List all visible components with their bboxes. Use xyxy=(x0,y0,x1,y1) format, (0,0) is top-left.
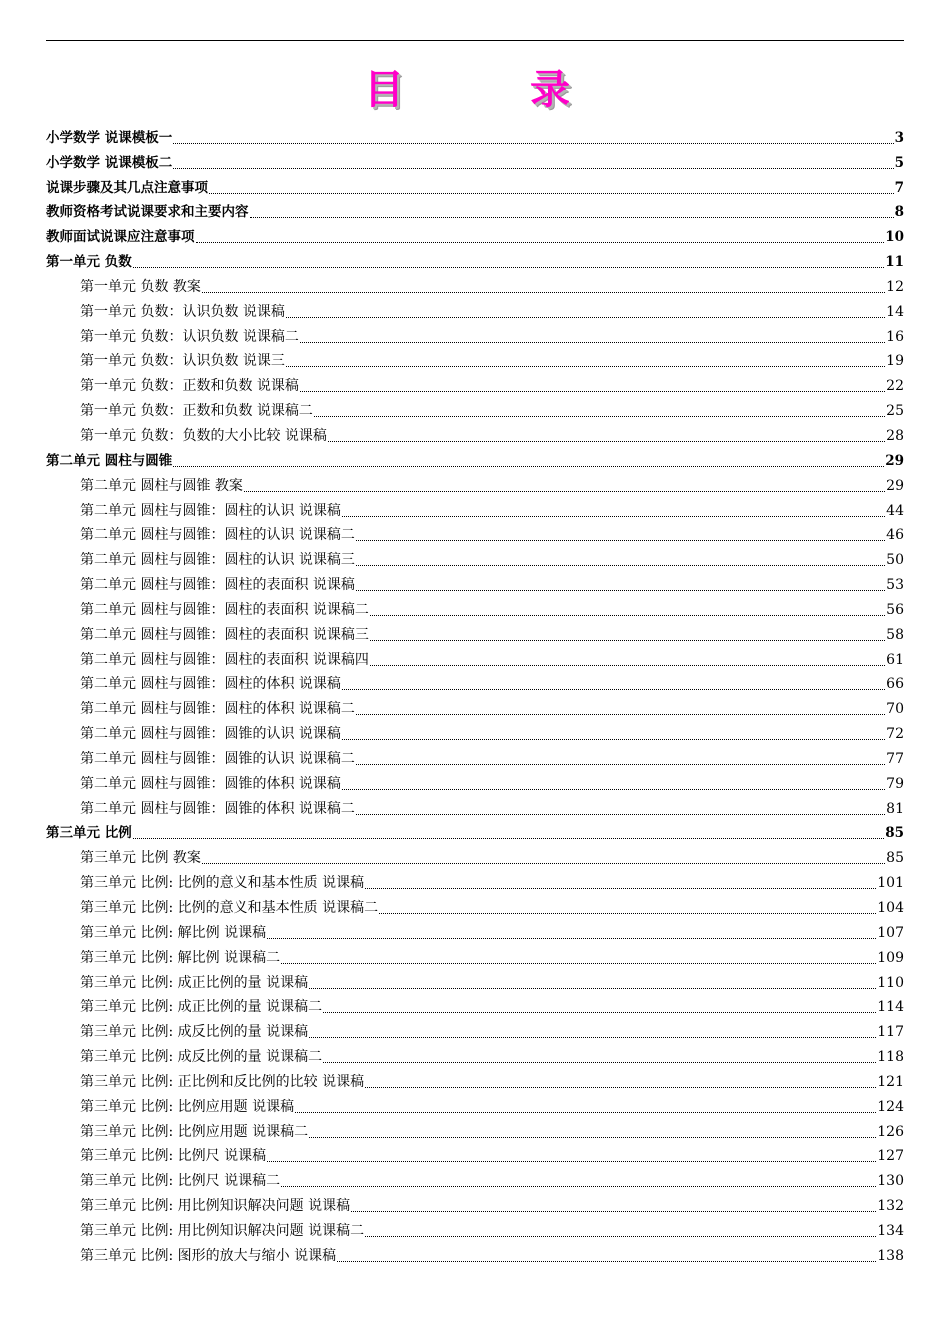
toc-entry-label: 第一单元 负数：认识负数 说课稿 xyxy=(80,303,285,320)
toc-dot-leader xyxy=(356,536,885,541)
toc-entry-label: 第一单元 负数：认识负数 说课稿二 xyxy=(80,328,299,345)
toc-entry-chapter[interactable] xyxy=(46,122,904,147)
toc-dot-leader xyxy=(202,288,885,293)
toc-page-number: 56 xyxy=(886,601,904,618)
toc-entry-section[interactable] xyxy=(46,768,904,793)
toc-page-number: 11 xyxy=(885,254,904,271)
toc-dot-leader xyxy=(328,437,885,442)
toc-entry-chapter[interactable] xyxy=(46,221,904,246)
toc-entry-section[interactable] xyxy=(46,1116,904,1141)
toc-dot-leader xyxy=(267,1157,876,1162)
toc-entry-section[interactable] xyxy=(46,569,904,594)
toc-entry-section[interactable] xyxy=(46,743,904,768)
toc-entry-label: 第一单元 负数 教案 xyxy=(80,278,201,295)
toc-entry-label: 第三单元 比例 xyxy=(46,825,132,842)
toc-entry-label: 第一单元 负数：认识负数 说课三 xyxy=(80,353,285,370)
toc-page-number: 22 xyxy=(886,378,904,395)
toc-entry-label: 第三单元 比例: 比例尺 说课稿 xyxy=(80,1148,267,1165)
toc-entry-label: 第三单元 比例: 用比例知识解决问题 说课稿 xyxy=(80,1198,351,1215)
toc-entry-label: 第三单元 比例: 比例应用题 说课稿 xyxy=(80,1098,295,1115)
toc-page-number: 132 xyxy=(877,1198,904,1215)
toc-page-number: 114 xyxy=(877,999,904,1016)
toc-page-number: 109 xyxy=(877,949,904,966)
toc-dot-leader xyxy=(342,785,885,790)
toc-entry-section[interactable] xyxy=(46,346,904,371)
toc-dot-leader xyxy=(286,313,885,318)
toc-entry-label: 第二单元 圆柱与圆锥：圆柱的认识 说课稿三 xyxy=(80,552,355,569)
toc-dot-leader xyxy=(300,338,885,343)
toc-page-number: 5 xyxy=(894,154,904,171)
toc-entry-label: 第三单元 比例: 解比例 说课稿二 xyxy=(80,949,281,966)
toc-entry-label: 第二单元 圆柱与圆锥：圆锥的体积 说课稿 xyxy=(80,775,341,792)
toc-entry-section[interactable] xyxy=(46,395,904,420)
toc-entry-section[interactable] xyxy=(46,1041,904,1066)
toc-page-number: 77 xyxy=(886,750,904,767)
toc-dot-leader xyxy=(300,387,885,392)
toc-dot-leader xyxy=(379,909,876,914)
toc-dot-leader xyxy=(314,412,885,417)
toc-entry-chapter[interactable] xyxy=(46,172,904,197)
toc-entry-section[interactable] xyxy=(46,1091,904,1116)
toc-dot-leader xyxy=(370,611,885,616)
toc-page-number: 29 xyxy=(885,452,904,469)
toc-page-number: 127 xyxy=(877,1148,904,1165)
toc-dot-leader xyxy=(281,1182,876,1187)
toc-entry-section[interactable] xyxy=(46,669,904,694)
toc-entry-label: 第一单元 负数：正数和负数 说课稿 xyxy=(80,378,299,395)
toc-dot-leader xyxy=(323,1008,876,1013)
toc-entry-label: 第一单元 负数：正数和负数 说课稿二 xyxy=(80,403,313,420)
toc-entry-section[interactable] xyxy=(46,1240,904,1265)
toc-entry-label: 第三单元 比例 教案 xyxy=(80,850,201,867)
toc-entry-section[interactable] xyxy=(46,420,904,445)
toc-entry-label: 小学数学 说课模板二 xyxy=(46,154,173,171)
toc-dot-leader xyxy=(365,1232,876,1237)
toc-entry-section[interactable] xyxy=(46,321,904,346)
toc-entry-section[interactable] xyxy=(46,495,904,520)
toc-page-number: 134 xyxy=(877,1222,904,1239)
toc-entry-section[interactable] xyxy=(46,942,904,967)
toc-dot-leader xyxy=(370,636,885,641)
toc-entry-chapter[interactable] xyxy=(46,147,904,172)
toc-page-number: 85 xyxy=(885,825,904,842)
toc-page-number: 53 xyxy=(886,577,904,594)
toc-entry-label: 第二单元 圆柱与圆锥：圆柱的认识 说课稿 xyxy=(80,502,341,519)
toc-page-number: 44 xyxy=(886,502,904,519)
toc-entry-label: 第三单元 比例: 比例的意义和基本性质 说课稿 xyxy=(80,875,365,892)
toc-dot-leader xyxy=(173,139,893,144)
toc-dot-leader xyxy=(173,462,884,467)
toc-dot-leader xyxy=(342,735,885,740)
toc-dot-leader xyxy=(356,561,885,566)
toc-dot-leader xyxy=(196,238,885,243)
toc-entry-section[interactable] xyxy=(46,296,904,321)
toc-dot-leader xyxy=(356,760,885,765)
toc-dot-leader xyxy=(323,1058,876,1063)
toc-page-number: 104 xyxy=(877,900,904,916)
toc-entry-label: 第三单元 比例: 比例的意义和基本性质 说课稿二 xyxy=(80,900,379,916)
toc-entry-label: 第二单元 圆柱与圆锥：圆锥的体积 说课稿二 xyxy=(80,800,355,817)
table-of-contents xyxy=(46,122,904,1265)
toc-entry-label: 第三单元 比例: 图形的放大与缩小 说课稿 xyxy=(80,1247,337,1264)
toc-entry-label: 第二单元 圆柱与圆锥：圆柱的体积 说课稿二 xyxy=(80,701,355,718)
toc-page-number: 50 xyxy=(886,552,904,569)
toc-entry-section[interactable] xyxy=(46,594,904,619)
toc-entry-label: 说课步骤及其几点注意事项 xyxy=(46,179,208,196)
toc-entry-section[interactable] xyxy=(46,544,904,569)
toc-entry-label: 第二单元 圆柱与圆锥：圆柱的表面积 说课稿四 xyxy=(80,651,369,668)
toc-entry-section[interactable] xyxy=(46,470,904,495)
toc-dot-leader xyxy=(286,362,885,367)
toc-entry-section[interactable] xyxy=(46,718,904,743)
toc-entry-section[interactable] xyxy=(46,793,904,818)
toc-page-number: 72 xyxy=(886,726,904,743)
toc-dot-leader xyxy=(351,1207,876,1212)
toc-page-number: 107 xyxy=(877,924,904,941)
toc-page-number: 130 xyxy=(877,1173,904,1190)
toc-entry-label: 第二单元 圆柱与圆锥：圆锥的认识 说课稿 xyxy=(80,726,341,743)
toc-dot-leader xyxy=(356,710,885,715)
toc-page-number: 110 xyxy=(877,974,904,991)
toc-page-number: 61 xyxy=(886,651,904,668)
toc-entry-section[interactable] xyxy=(46,892,904,917)
toc-dot-leader xyxy=(309,1033,876,1038)
toc-dot-leader xyxy=(365,884,876,889)
toc-entry-label: 小学数学 说课模板一 xyxy=(46,129,173,146)
toc-dot-leader xyxy=(342,512,885,517)
toc-entry-label: 第二单元 圆柱与圆锥：圆柱的表面积 说课稿 xyxy=(80,577,355,594)
toc-page-number: 12 xyxy=(886,278,904,295)
toc-entry-section[interactable] xyxy=(46,1141,904,1166)
page-title: 目 录 xyxy=(364,67,626,113)
toc-page-number: 19 xyxy=(886,353,904,370)
toc-page-number: 101 xyxy=(877,875,904,892)
toc-entry-section[interactable] xyxy=(46,1066,904,1091)
toc-entry-section[interactable] xyxy=(46,867,904,892)
toc-entry-section[interactable] xyxy=(46,619,904,644)
toc-dot-leader xyxy=(173,164,893,169)
toc-page-number: 66 xyxy=(886,676,904,693)
toc-entry-label: 第三单元 比例: 成反比例的量 说课稿二 xyxy=(80,1049,323,1066)
toc-dot-leader xyxy=(342,685,885,690)
toc-page-number: 8 xyxy=(894,204,904,221)
toc-page-number: 138 xyxy=(877,1247,904,1264)
toc-entry-label: 教师面试说课应注意事项 xyxy=(46,229,195,246)
toc-entry-label: 第三单元 比例: 比例尺 说课稿二 xyxy=(80,1173,281,1190)
toc-dot-leader xyxy=(309,1133,876,1138)
toc-dot-leader xyxy=(250,213,894,218)
toc-entry-label: 第三单元 比例: 成正比例的量 说课稿二 xyxy=(80,999,323,1016)
toc-entry-section[interactable] xyxy=(46,693,904,718)
toc-page-number: 58 xyxy=(886,626,904,643)
toc-dot-leader xyxy=(337,1257,876,1262)
toc-entry-section[interactable] xyxy=(46,1016,904,1041)
toc-page-number: 121 xyxy=(877,1073,904,1090)
toc-dot-leader xyxy=(309,984,876,989)
toc-page-number: 117 xyxy=(877,1024,904,1041)
toc-entry-label: 第三单元 比例: 正比例和反比例的比较 说课稿 xyxy=(80,1073,365,1090)
toc-page-number: 28 xyxy=(886,427,904,444)
toc-entry-label: 教师资格考试说课要求和主要内容 xyxy=(46,204,249,221)
toc-entry-chapter[interactable] xyxy=(46,197,904,222)
header-rule xyxy=(46,40,904,41)
toc-entry-label: 第二单元 圆柱与圆锥：圆柱的表面积 说课稿二 xyxy=(80,601,369,618)
toc-dot-leader xyxy=(133,834,885,839)
toc-entry-section[interactable] xyxy=(46,992,904,1017)
toc-entry-section[interactable] xyxy=(46,1215,904,1240)
toc-page-number: 79 xyxy=(886,775,904,792)
toc-entry-label: 第三单元 比例: 成反比例的量 说课稿 xyxy=(80,1024,309,1041)
toc-entry-section[interactable] xyxy=(46,644,904,669)
toc-entry-label: 第三单元 比例: 成正比例的量 说课稿 xyxy=(80,974,309,991)
toc-dot-leader xyxy=(295,1108,876,1113)
toc-page-number: 118 xyxy=(877,1049,904,1066)
toc-page-number: 29 xyxy=(886,477,904,494)
toc-entry-chapter[interactable] xyxy=(46,246,904,271)
toc-entry-label: 第一单元 负数：负数的大小比较 说课稿 xyxy=(80,427,327,444)
toc-dot-leader xyxy=(267,934,876,939)
toc-entry-label: 第三单元 比例: 用比例知识解决问题 说课稿二 xyxy=(80,1222,365,1239)
toc-entry-label: 第二单元 圆柱与圆锥 教案 xyxy=(80,477,243,494)
toc-entry-label: 第二单元 圆柱与圆锥 xyxy=(46,452,173,469)
toc-entry-label: 第二单元 圆柱与圆锥：圆锥的认识 说课稿二 xyxy=(80,750,355,767)
toc-entry-section[interactable] xyxy=(46,1165,904,1190)
toc-entry-chapter[interactable] xyxy=(46,818,904,843)
toc-dot-leader xyxy=(356,586,885,591)
toc-dot-leader xyxy=(281,959,876,964)
toc-dot-leader xyxy=(209,189,894,194)
toc-entry-section[interactable] xyxy=(46,520,904,545)
toc-entry-section[interactable] xyxy=(46,271,904,296)
toc-entry-label: 第二单元 圆柱与圆锥：圆柱的认识 说课稿二 xyxy=(80,527,355,544)
toc-entry-label: 第二单元 圆柱与圆锥：圆柱的表面积 说课稿三 xyxy=(80,626,369,643)
toc-dot-leader xyxy=(133,263,885,268)
toc-page-number: 126 xyxy=(877,1123,904,1140)
toc-page-number: 25 xyxy=(886,403,904,420)
toc-entry-section[interactable] xyxy=(46,917,904,942)
toc-page-number: 46 xyxy=(886,527,904,544)
toc-dot-leader xyxy=(244,487,885,492)
toc-page-number: 70 xyxy=(886,701,904,718)
toc-dot-leader xyxy=(370,661,885,666)
toc-entry-label: 第二单元 圆柱与圆锥：圆柱的体积 说课稿 xyxy=(80,676,341,693)
toc-page-number: 3 xyxy=(894,129,904,146)
toc-entry-label: 第三单元 比例: 解比例 说课稿 xyxy=(80,924,267,941)
toc-dot-leader xyxy=(202,859,885,864)
toc-entry-section[interactable] xyxy=(46,967,904,992)
toc-entry-section[interactable] xyxy=(46,1190,904,1215)
toc-page-number: 7 xyxy=(894,179,904,196)
toc-page-number: 16 xyxy=(886,328,904,345)
toc-page-number: 14 xyxy=(886,303,904,320)
toc-entry-section[interactable] xyxy=(46,370,904,395)
toc-dot-leader xyxy=(356,810,885,815)
toc-entry-section[interactable] xyxy=(46,842,904,867)
toc-page-number: 85 xyxy=(886,850,904,867)
toc-entry-chapter[interactable] xyxy=(46,445,904,470)
toc-page-number: 124 xyxy=(877,1098,904,1115)
toc-page-number: 81 xyxy=(886,800,904,817)
toc-entry-label: 第三单元 比例: 比例应用题 说课稿二 xyxy=(80,1123,309,1140)
toc-page-number: 10 xyxy=(885,229,904,246)
toc-entry-label: 第一单元 负数 xyxy=(46,254,132,271)
toc-dot-leader xyxy=(365,1083,876,1088)
